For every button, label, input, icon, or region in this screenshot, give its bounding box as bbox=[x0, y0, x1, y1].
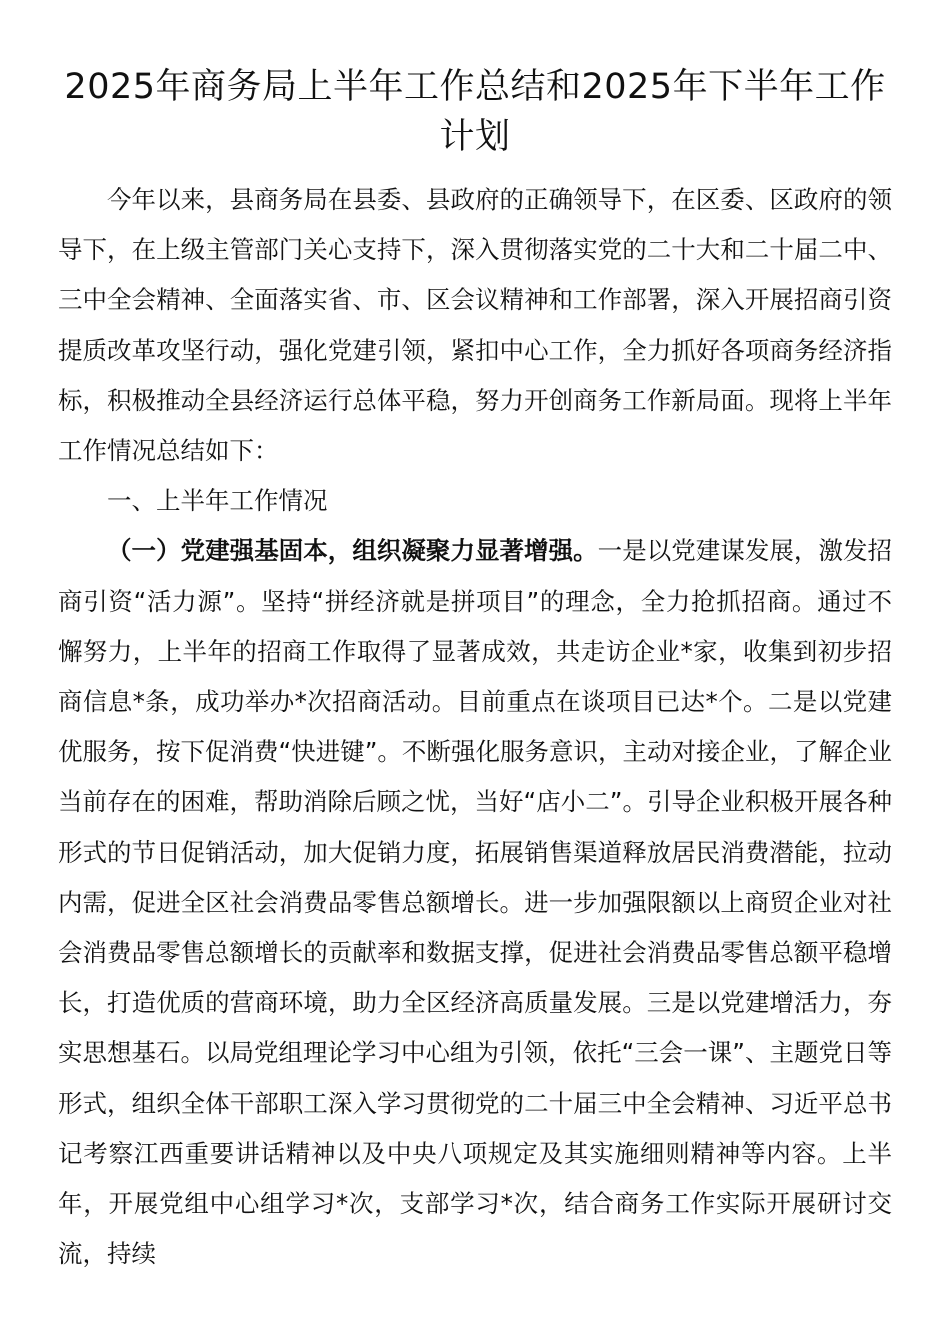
subsection-body: 一是以党建谋发展，激发招商引资“活力源”。坚持“拼经济就是拼项目”的理念，全力抢抓招商。通过不懈努力，上半年的招商工作取得了显著成效，共走访企业*家，收集到初步招商信息*条，成功举办*次招商活动。目前重点在谈项目已达*个。二是以党建优服务，按下促消费“快进键”。不断强化服务意识，主动对接企业，了解企业当前存在的困难，帮助消除后顾之忧，当好“店小二”。引导企业积极开展各种形式的节日促销活动，加大促销力度，拓展销售渠道释放居民消费潜能，拉动内需，促进全区社会消费品零售总额增长。进一步加强限额以上商贸企业对社会消费品零售总额增长的贡献率和数据支撑，促进社会消费品零售总额平稳增长，打造优质的营商环境，助力全区经济高质量发展。三是以党建增活力，夯实思想基石。以局党组理论学习中心组为引领，依托“三会一课”、主题党日等形式，组织全体干部职工深入学习贯彻党的二十届三中全会精神、习近平总书记考察江西重要讲话精神以及中央八项规定及其实施细则精神等内容。上半年，开展党组中心组学习*次，支部学习*次，结合商务工作实际开展研讨交流，持续 bbox=[58, 536, 893, 1269]
document-title: 2025年商务局上半年工作总结和2025年下半年工作计划 bbox=[64, 67, 886, 157]
intro-paragraph: 今年以来，县商务局在县委、县政府的正确领导下，在区委、区政府的领导下，在上级主管部门关心支持下，深入贯彻落实党的二十大和二十届二中、三中全会精神、全面落实省、市、区会议精神和工作部署，深入开展招商引资提质改革攻坚行动，强化党建引领，紧扣中心工作，全力抓好各项商务经济指标，积极推动全县经济运行总体平稳，努力开创商务工作新局面。现将上半年工作情况总结如下： bbox=[58, 185, 892, 466]
subsection-lead: （一）党建强基固本，组织凝聚力显著增强。 bbox=[107, 536, 598, 566]
subsection-paragraph bbox=[58, 526, 892, 1279]
section-heading: 一、上半年工作情况 bbox=[107, 486, 328, 516]
document-page bbox=[58, 62, 892, 1279]
